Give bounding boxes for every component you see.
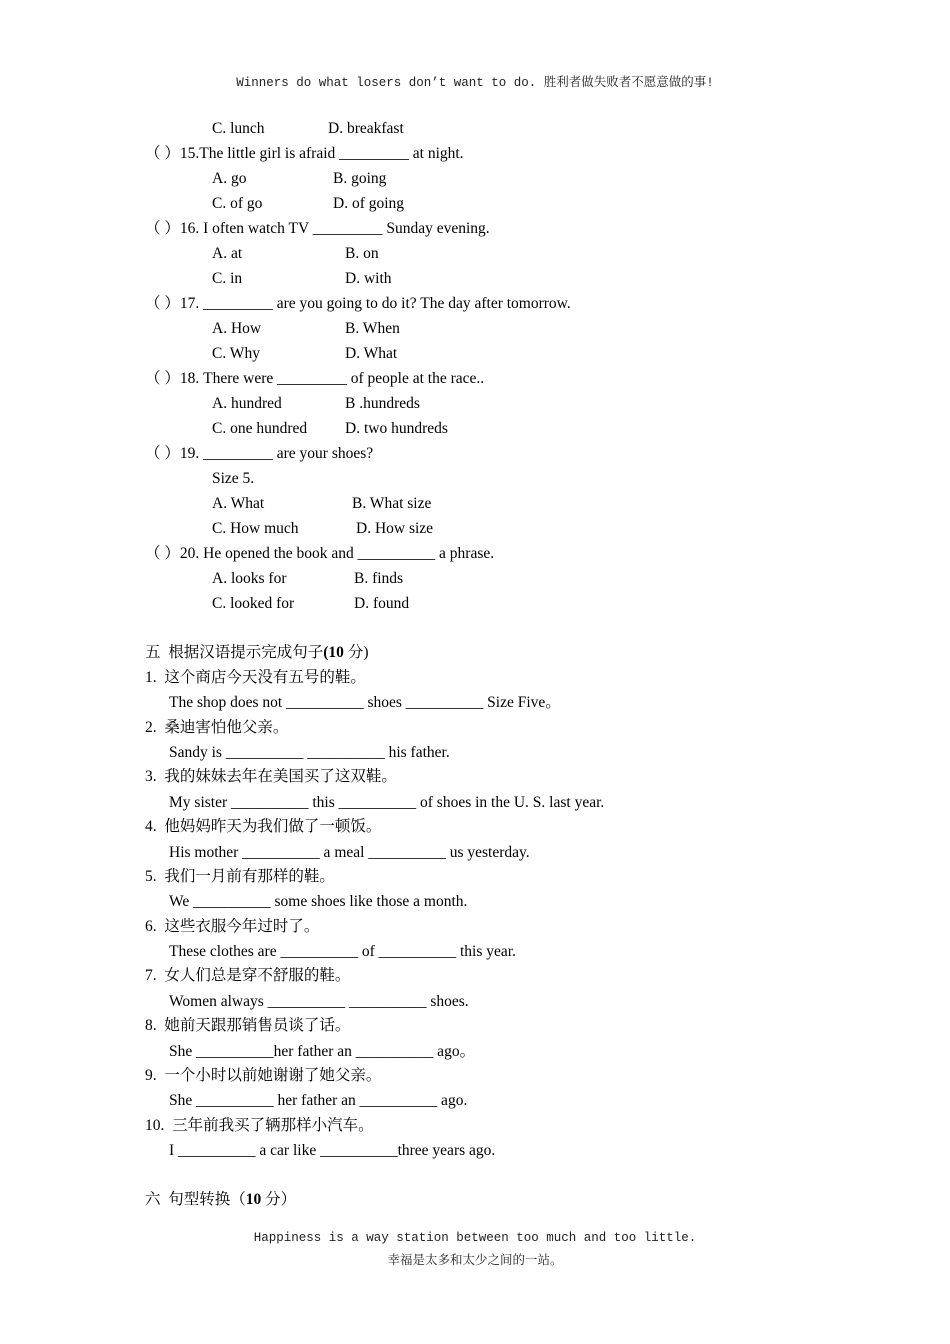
option-b: B. finds: [354, 570, 404, 587]
question-stem: （ ）16. I often watch TV _________ Sunday evening.: [145, 220, 490, 237]
question-stem: （ ）19. _________ are your shoes?: [145, 445, 374, 462]
option-d: D. What: [345, 345, 398, 362]
option-b: B. on: [345, 245, 379, 262]
option-d: D. How size: [356, 520, 434, 537]
prompt-zh: 1. 这个商店今天没有五号的鞋。: [145, 669, 366, 686]
prompt-zh: 2. 桑迪害怕他父亲。: [145, 719, 289, 736]
prompt-en: His mother __________ a meal __________ us yesterday.: [169, 844, 530, 861]
prompt-en: These clothes are __________ of __________ this year.: [169, 943, 516, 960]
prompt-en: Women always __________ __________ shoes.: [169, 993, 469, 1010]
option-c: C. How much: [212, 520, 299, 537]
prompt-zh: 7. 女人们总是穿不舒服的鞋。: [145, 967, 351, 984]
option-c: C. looked for: [212, 595, 295, 612]
section-title-suffix: 分）: [261, 1191, 297, 1208]
prompt-zh: 10. 三年前我买了辆那样小汽车。: [145, 1117, 374, 1134]
footer-quote-zh: 幸福是太多和太少之间的一站。: [387, 1254, 563, 1268]
option-d: D. two hundreds: [345, 420, 448, 437]
option-a: A. hundred: [212, 395, 282, 412]
footer-quote-en: Happiness is a way station between too much and too little.: [253, 1231, 697, 1245]
option-c: C. of go: [212, 195, 263, 212]
prompt-en: She __________her father an __________ ago。: [169, 1043, 476, 1060]
option-c: C. Why: [212, 345, 260, 362]
section-title-text: 五 根据汉语提示完成句子: [145, 644, 324, 661]
q14-option-c: C. lunch: [212, 120, 265, 137]
prompt-en: We __________ some shoes like those a month.: [169, 893, 468, 910]
question-stem: （ ）15.The little girl is afraid _________ at night.: [145, 145, 464, 162]
option-b: B .hundreds: [345, 395, 420, 412]
option-b: B. going: [333, 170, 387, 187]
q14-option-d: D. breakfast: [328, 120, 404, 137]
prompt-en: I __________ a car like __________three years ago.: [169, 1142, 496, 1159]
option-b: B. When: [345, 320, 400, 337]
prompt-en: My sister __________ this __________ of shoes in the U. S. last year.: [169, 794, 605, 811]
prompt-zh: 8. 她前天跟那销售员谈了话。: [145, 1017, 351, 1034]
prompt-en: The shop does not __________ shoes __________ Size Five。: [169, 694, 561, 711]
question-stem: （ ）20. He opened the book and __________ a phrase.: [145, 545, 495, 562]
option-a: A. at: [212, 245, 243, 262]
prompt-zh: 3. 我的妹妹去年在美国买了这双鞋。: [145, 768, 397, 785]
question-context: Size 5.: [212, 470, 255, 487]
prompt-zh: 9. 一个小时以前她谢谢了她父亲。: [145, 1067, 382, 1084]
prompt-zh: 4. 他妈妈昨天为我们做了一顿饭。: [145, 818, 382, 835]
option-a: A. go: [212, 170, 247, 187]
section-title-suffix: 分): [343, 644, 369, 661]
section-6-title: [145, 1190, 296, 1210]
option-a: A. How: [212, 320, 262, 337]
prompt-en: She __________ her father an __________ ago.: [169, 1092, 468, 1109]
section-title-text: 六 句型转换（: [145, 1191, 246, 1208]
section-5-title: [145, 643, 368, 663]
page-header-quote: Winners do what losers don’t want to do. 胜利者做失败者不愿意做的事!: [236, 76, 714, 90]
option-d: D. with: [345, 270, 392, 287]
option-a: A. looks for: [212, 570, 287, 587]
question-stem: （ ）18. There were _________ of people at the race..: [145, 370, 485, 387]
section-score: (10: [323, 644, 344, 661]
option-d: D. of going: [333, 195, 405, 212]
option-c: C. one hundred: [212, 420, 308, 437]
prompt-en: Sandy is __________ __________ his father.: [169, 744, 450, 761]
option-a: A. What: [212, 495, 265, 512]
option-c: C. in: [212, 270, 243, 287]
prompt-zh: 6. 这些衣服今年过时了。: [145, 918, 320, 935]
option-d: D. found: [354, 595, 410, 612]
option-b: B. What size: [352, 495, 432, 512]
section-score: 10: [245, 1191, 262, 1208]
question-stem: （ ）17. _________ are you going to do it? The day after tomorrow.: [145, 295, 571, 312]
prompt-zh: 5. 我们一月前有那样的鞋。: [145, 868, 335, 885]
